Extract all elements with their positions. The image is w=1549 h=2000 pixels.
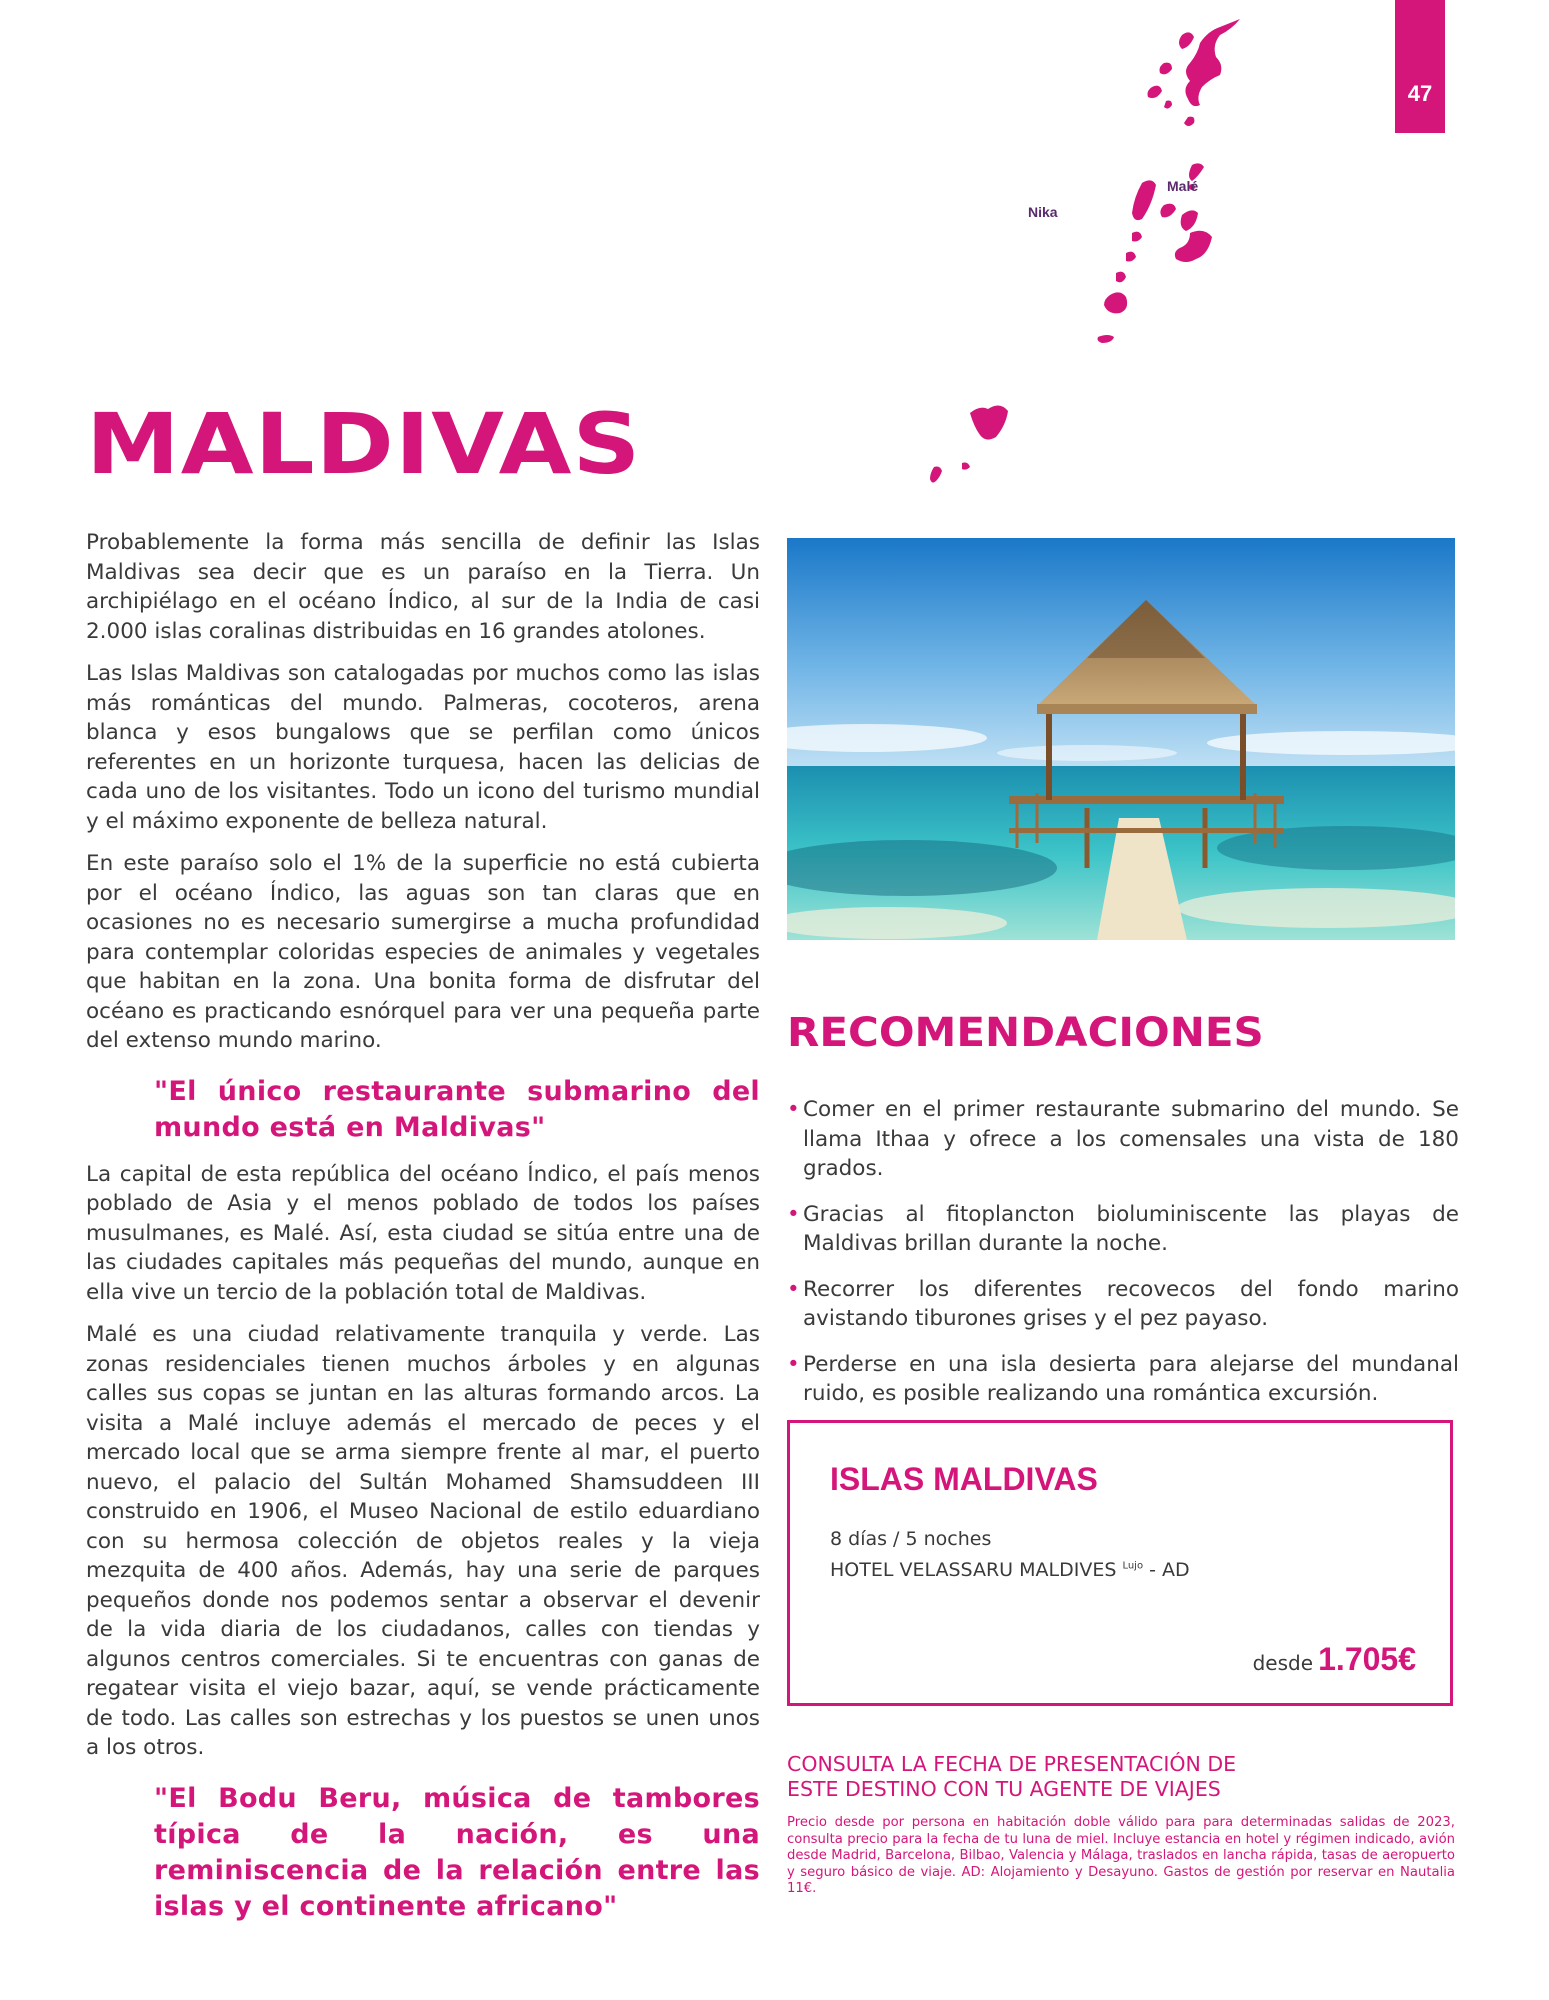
- pull-quote-restaurant: "El único restaurante submarino del mundo está en Maldivas": [154, 1075, 760, 1143]
- hotel-name: HOTEL VELASSARU MALDIVES: [830, 1559, 1117, 1581]
- intro-paragraph-1: Probablemente la forma más sencilla de definir las Islas Maldivas sea decir que es un paraíso en la Tierra. Un archipiélago en el océano Índico, al sur de la India de casi 2.000 islas coralinas distribuidas en 16 grandes atolones.: [86, 530, 760, 644]
- capital-paragraph: La capital de esta república del océano Índico, el país menos poblado de Asia y el menos poblado de todos los países musulmanes, es Malé. Así, esta ciudad se sitúa entre una de las ciudades capitales más pequeñas del mundo, aunque en ella vive un tercio de la población total de Maldivas.: [86, 1161, 760, 1305]
- recommendation-text: Gracias al fitoplancton bioluminiscente las playas de Maldivas brillan durante la noche.: [803, 1201, 1459, 1256]
- intro-paragraph-3: En este paraíso solo el 1% de la superficie no está cubierta por el océano Índico, las aguas son tan claras que en ocasiones no es necesario sumergirse a mucha profundidad para contemplar coloridas especies de animales y vegetales que habitan en la zona. Una bonita forma de disfrutar del océano es practicando esnórquel para ver una pequeña parte del extenso mundo marino.: [86, 851, 760, 1053]
- recommendations-list: [787, 1095, 1459, 1425]
- list-item: [787, 1200, 1459, 1259]
- main-text-column: [86, 528, 760, 1939]
- fine-print: Precio desde por persona en habitación doble válido para para determinadas salidas de 2023, consulta precio para la fecha de tu luna de miel. Incluye estancia en hotel y régimen indicado, avión desde Madrid, Barcelona, Bilbao, Valencia y Málaga, traslados en lancha rápida, tasas de aeropuerto y seguro básico de viaje. AD: Alojamiento y Desayuno. Gastos de gestión por reservar en Nautalia 11€.: [787, 1815, 1455, 1896]
- hotel-category: Lujo: [1122, 1560, 1144, 1572]
- consult-agent-notice: [787, 1752, 1427, 1802]
- pull-quote-bodu-beru: "El Bodu Beru, música de tambores típica de la nación, es una reminiscencia de la relación entre las islas y el continente africano": [154, 1782, 760, 1922]
- page-number-tab: [1395, 0, 1445, 133]
- recommendation-text: Comer en el primer restaurante submarino del mundo. Se llama Ithaa y ofrece a los comensales una vista de 180 grados.: [803, 1097, 1459, 1181]
- list-item: [787, 1350, 1459, 1409]
- consult-line-2: ESTE DESTINO CON TU AGENTE DE VIAJES: [787, 1777, 1221, 1801]
- bullet-icon: •: [787, 1351, 800, 1377]
- bullet-icon: •: [787, 1276, 800, 1302]
- recommendations-title: RECOMENDACIONES: [787, 1010, 1264, 1056]
- travel-offer-box[interactable]: [787, 1420, 1453, 1706]
- maldives-map: [920, 5, 1260, 505]
- page-number: 47: [1407, 81, 1433, 106]
- offer-price: [1253, 1641, 1416, 1678]
- bullet-icon: •: [787, 1201, 800, 1227]
- hotel-regime: - AD: [1149, 1559, 1190, 1581]
- list-item: [787, 1275, 1459, 1334]
- bullet-icon: •: [787, 1097, 800, 1122]
- map-label-nika: Nika: [1028, 204, 1058, 220]
- price-amount: 1.705€: [1318, 1641, 1416, 1677]
- offer-duration: 8 días / 5 noches: [830, 1528, 992, 1550]
- consult-line-1: CONSULTA LA FECHA DE PRESENTACIÓN DE: [787, 1752, 1237, 1776]
- price-prefix: desde: [1252, 1651, 1314, 1675]
- page-title: MALDIVAS: [86, 395, 642, 493]
- male-paragraph: Malé es una ciudad relativamente tranquila y verde. Las zonas residenciales tienen muchos árboles y en algunas calles sus copas se juntan en las alturas formando arcos. La visita a Malé incluye además el mercado de peces y el mercado local que se arma siempre frente al mar, el puerto nuevo, el palacio del Sultán Mohamed Shamsuddeen III construido en 1906, el Museo Nacional de estilo eduardiano con su hermosa colección de objetos reales y la vieja mezquita de 400 años. Además, hay una serie de parques pequeños donde nos podemos sentar a observar el devenir de la vida diaria de los ciudadanos, calles con tiendas y algunos centros comerciales. Si te encuentras con ganas de regatear visita el viejo bazar, aquí, se vende prácticamente de todo. Las calles son estrechas y los puestos se unen unos a los otros.: [86, 1322, 760, 1760]
- intro-paragraph-2: Las Islas Maldivas son catalogadas por muchos como las islas más románticas del mundo. Palmeras, cocoteros, arena blanca y esos bungalows que se perfilan como únicos referentes en un horizonte turquesa, hacen las delicias de cada uno de los visitantes. Todo un icono del turismo mundial y el máximo exponente de belleza natural.: [86, 661, 760, 834]
- map-label-male: Malé: [1167, 178, 1199, 194]
- beach-gazebo-photo: [787, 538, 1455, 940]
- offer-hotel: [830, 1559, 1190, 1581]
- recommendation-text: Perderse en una isla desierta para alejarse del mundanal ruido, es posible realizando una romántica excursión.: [803, 1351, 1459, 1406]
- list-item: [787, 1095, 1459, 1184]
- recommendation-text: Recorrer los diferentes recovecos del fondo marino avistando tiburones grises y el pez payaso.: [803, 1276, 1459, 1331]
- offer-title: ISLAS MALDIVAS: [830, 1461, 1098, 1497]
